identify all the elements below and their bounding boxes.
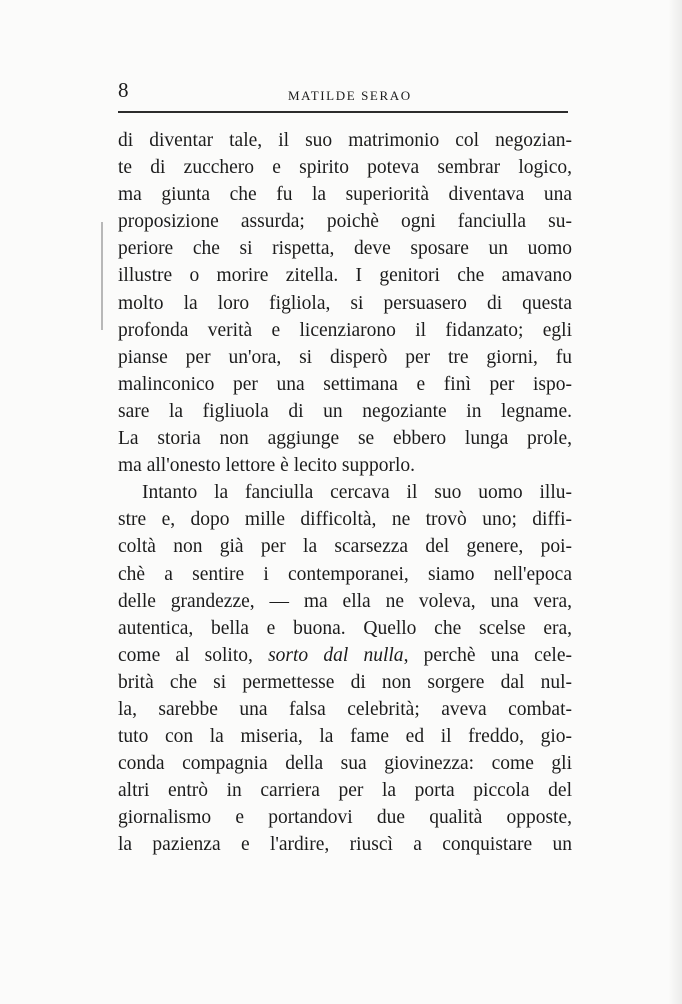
text-line: brità che si permettesse di non sorgere dal nul- — [118, 671, 572, 693]
text-line: chè a sentire i contemporanei, siamo nell'epoca — [118, 563, 572, 585]
text-line: sare la figliuola di un negoziante in legname. — [118, 400, 572, 422]
page-header — [118, 74, 568, 114]
text-line: delle grandezze, — ma ella ne voleva, una vera, — [118, 590, 572, 612]
italic-phrase: sorto dal nulla — [268, 644, 404, 666]
text-line: di diventar tale, il suo matrimonio col negozian- — [118, 130, 572, 151]
text-line: malinconico per una settimana e finì per ispo- — [118, 373, 572, 395]
text-line: te di zucchero e spirito poteva sembrar logico, — [118, 157, 572, 179]
text-line: illustre o morire zitella. I genitori che amavano — [118, 265, 572, 287]
running-head: MATILDE SERAO — [288, 88, 412, 103]
text-line-with-italic — [118, 642, 572, 669]
text-line: stre e, dopo mille difficoltà, ne trovò uno; diffi- — [118, 509, 572, 531]
paragraph-first-line: Intanto la fanciulla cercava il suo uomo illu- — [142, 482, 572, 504]
text-line: La storia non aggiunge se ebbero lunga prole, — [118, 428, 572, 450]
text-line: coltà non già per la scarsezza del genere, poi- — [118, 536, 572, 558]
text-line: profonda verità e licenziarono il fidanzato; egli — [118, 319, 572, 341]
text-run: come al solito, — [118, 644, 253, 666]
text-run: , perchè una cele- — [403, 644, 572, 666]
page-edge-shadow — [668, 0, 682, 1004]
text-line: proposizione assurda; poichè ogni fanciulla su- — [118, 211, 572, 233]
margin-pencil-mark — [101, 222, 103, 330]
text-line: conda compagnia della sua giovinezza: come gli — [118, 753, 572, 775]
text-line: la, sarebbe una falsa celebrità; aveva combat- — [118, 698, 572, 720]
paragraph-last-line: ma all'onesto lettore è lecito supporlo. — [118, 455, 416, 477]
page-number: 8 — [118, 78, 129, 102]
body-text — [118, 127, 572, 859]
header-rule — [118, 111, 568, 113]
text-line: ma giunta che fu la superiorità diventava una — [118, 184, 572, 206]
text-line: autentica, bella e buona. Quello che scelse era, — [118, 617, 572, 639]
text-line: tuto con la miseria, la fame ed il freddo, gio- — [118, 726, 572, 748]
text-line: altri entrò in carriera per la porta piccola del — [118, 780, 572, 802]
text-line: la pazienza e l'ardire, riuscì a conquistare un — [118, 834, 572, 856]
text-line: pianse per un'ora, si disperò per tre giorni, fu — [118, 346, 572, 368]
text-line: periore che si rispetta, deve sposare un uomo — [118, 238, 572, 260]
text-line: molto la loro figliola, si persuasero di questa — [118, 292, 572, 314]
text-line: giornalismo e portandovi due qualità opposte, — [118, 807, 572, 829]
